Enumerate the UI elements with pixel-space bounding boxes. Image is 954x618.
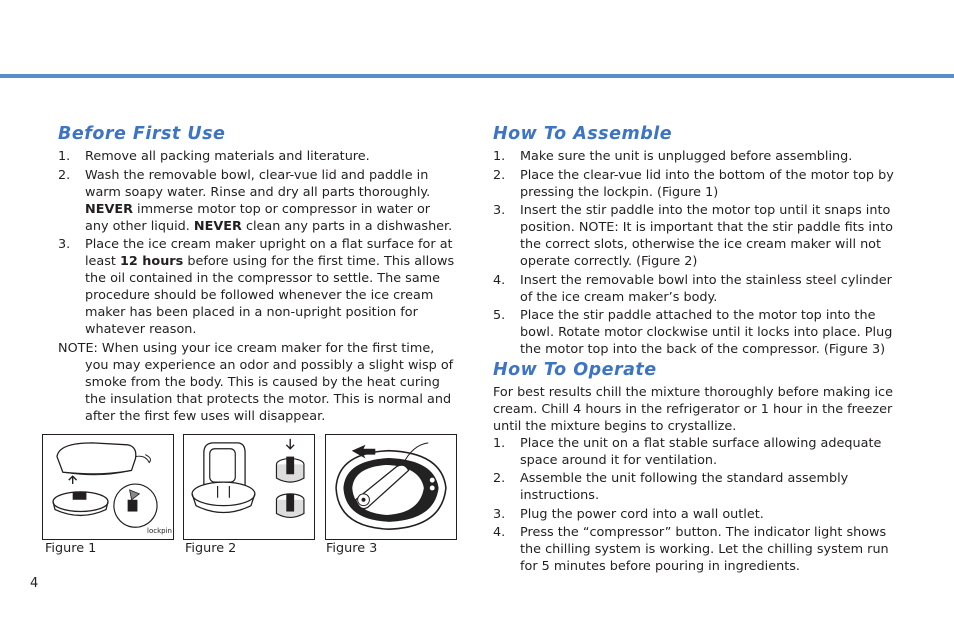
header-rule [0, 74, 954, 78]
list-item-text: Place the unit on a flat stable surface allowing adequate space around it for ventilation. [520, 435, 882, 468]
list-item-text: Remove all packing materials and literature. [85, 149, 370, 164]
heading-how-to-operate: How To Operate [493, 359, 657, 380]
list-item [58, 148, 456, 165]
list-item-text: immerse motor top or compressor in water or any other liquid. [85, 201, 431, 234]
list-item-text: Assemble the unit following the standard assembly instructions. [520, 471, 849, 503]
figure-2-illustration [183, 434, 315, 540]
list-item-text: Insert the stir paddle into the motor top until it snaps into position. NOTE: It is important that the stir paddle fits into the correct slots, otherwise the ice cream maker will not operate correctly. (Figure 2) [520, 203, 893, 269]
figure-3-caption: Figure 3 [326, 541, 378, 556]
list-item [493, 202, 901, 270]
list-item-text: Wash the removable bowl, clear-vue lid and paddle in warm soapy water. Rinse and dry all parts thoroughly. [85, 167, 431, 200]
emphasis-text: NEVER [85, 201, 133, 217]
emphasis-text: NEVER [193, 218, 242, 234]
list-item-text: Make sure the unit is unplugged before assembling. [520, 149, 853, 164]
list-item [493, 506, 901, 523]
figure-1-illustration [42, 434, 174, 540]
list-item-number: 4. [493, 525, 506, 540]
list-item-number: 4. [493, 272, 506, 288]
list-item-text: Place the clear-vue lid into the bottom of the motor top by pressing the lockpin. (Figure 1) [520, 167, 894, 200]
list-item-number: 1. [493, 149, 506, 164]
note-first-use: NOTE: When using your ice cream maker for the first time, you may experience an odor and possibly a slight wisp of smoke from the body. This is caused by the heat curing the insulation that protects the motor. This is normal and after the first few uses will disappear. [58, 340, 454, 424]
figure-2-caption: Figure 2 [185, 541, 237, 556]
right-column [493, 124, 901, 577]
list-item [493, 524, 901, 575]
left-column [58, 124, 456, 425]
how-to-operate-list [493, 435, 901, 576]
figure-3-illustration [325, 434, 457, 540]
lockpin-callout: lockpin [147, 527, 172, 535]
heading-how-to-assemble: How To Assemble [493, 124, 673, 144]
list-item-text: Place the stir paddle attached to the motor top into the bowl. Rotate motor clockwise until it locks into place. Plug the motor top into the back of the compressor. (Figure 3) [520, 308, 893, 357]
figure-3-drawing [326, 435, 456, 539]
list-item-text: before using for the first time. This allows the oil contained in the compressor to settle. The same procedure should be followed whenever the ice cream maker has been placed in a non-upright position for whatever reason. [85, 254, 455, 337]
operate-intro: For best results chill the mixture thoroughly before making ice cream. Chill 4 hours in the refrigerator or 1 hour in the freezer until the mixture begins to crystallize. [493, 384, 893, 434]
before-first-use-list [58, 148, 456, 338]
list-item [493, 470, 901, 504]
figure-1-drawing [43, 435, 173, 539]
how-to-assemble-list [493, 148, 901, 358]
list-item-number: 3. [493, 203, 506, 218]
list-item-text: Plug the power cord into a wall outlet. [520, 506, 764, 522]
list-item-number: 1. [58, 149, 71, 164]
list-item-number: 5. [493, 308, 506, 323]
list-item [493, 272, 901, 306]
list-item [493, 148, 901, 165]
list-item [58, 236, 456, 338]
emphasis-text: 12 hours [120, 254, 184, 269]
list-item-text: Place the ice cream maker upright on a flat surface for at least [85, 237, 453, 269]
page-number: 4 [30, 576, 39, 591]
figure-1-caption: Figure 1 [45, 541, 97, 556]
list-item-number: 2. [493, 471, 506, 486]
heading-before-first-use: Before First Use [58, 124, 226, 144]
list-item-text: Press the “compressor” button. The indicator light shows the chilling system is working. Let the chilling system run for 5 minutes before pouring in ingredients. [520, 525, 889, 574]
list-item-number: 1. [493, 435, 506, 451]
figure-2-drawing [184, 435, 314, 539]
list-item-text: Insert the removable bowl into the stainless steel cylinder of the ice cream maker’s body. [520, 272, 892, 305]
list-item-number: 2. [493, 167, 506, 183]
list-item-number: 2. [58, 167, 71, 183]
list-item-text: clean any parts in a dishwasher. [241, 218, 453, 234]
list-item [493, 435, 901, 469]
list-item [58, 167, 456, 235]
list-item [493, 167, 901, 201]
list-item-number: 3. [493, 506, 506, 522]
list-item [493, 307, 901, 358]
list-item-number: 3. [58, 237, 71, 252]
